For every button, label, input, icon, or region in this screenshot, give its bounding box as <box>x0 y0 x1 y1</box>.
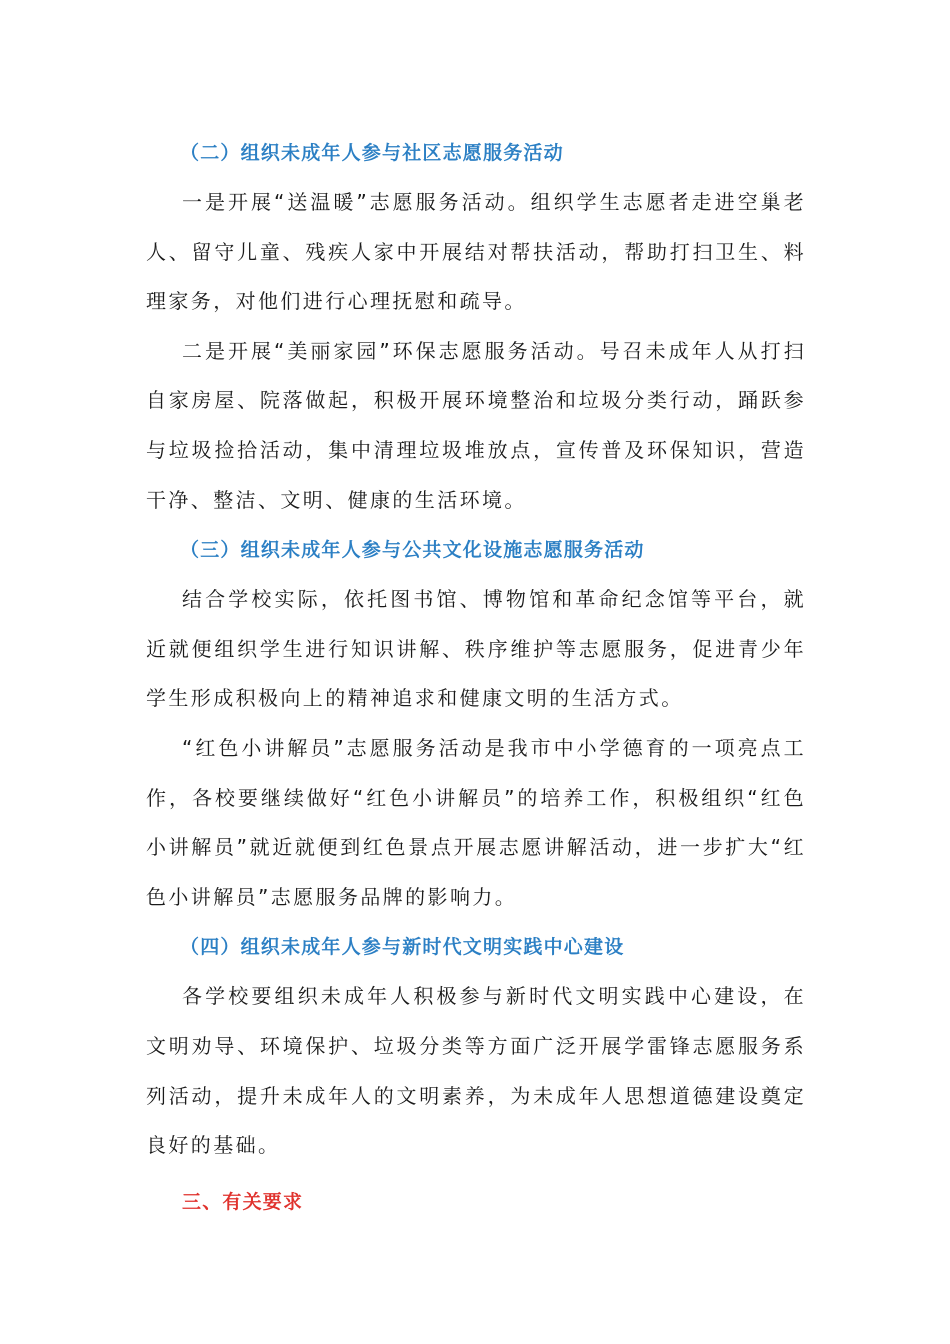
paragraph: 一是开展“送温暖”志愿服务活动。组织学生志愿者走进空巢老人、留守儿童、残疾人家中开展结对帮扶活动，帮助打扫卫生、料理家务，对他们进行心理抚慰和疏导。 <box>146 190 806 314</box>
section-heading-2: （二）组织未成年人参与社区志愿服务活动 <box>180 142 564 164</box>
paragraph: “红色小讲解员”志愿服务活动是我市中小学德育的一项亮点工作，各校要继续做好“红色小讲解员”的培养工作，积极组织“红色小讲解员”就近就便到红色景点开展志愿讲解活动，进一步扩大“红色小讲解员”志愿服务品牌的影响力。 <box>146 735 806 909</box>
section-heading-4: （四）组织未成年人参与新时代文明实践中心建设 <box>180 936 625 959</box>
section-heading-3: （三）组织未成年人参与公共文化设施志愿服务活动 <box>180 539 645 562</box>
paragraph: 结合学校实际，依托图书馆、博物馆和革命纪念馆等平台，就近就便组织学生进行知识讲解、秩序维护等志愿服务，促进青少年学生形成积极向上的精神追求和健康文明的生活方式。 <box>146 587 806 711</box>
paragraph: 各学校要组织未成年人积极参与新时代文明实践中心建设，在文明劝导、环境保护、垃圾分类等方面广泛开展学雷锋志愿服务系列活动，提升未成年人的文明素养，为未成年人思想道德建设奠定良好的基础。 <box>146 984 806 1158</box>
part-heading-requirements: 三、有关要求 <box>182 1190 304 1213</box>
document-body <box>146 128 806 1227</box>
paragraph: 二是开展“美丽家园”环保志愿服务活动。号召未成年人从打扫自家房屋、院落做起，积极开展环境整治和垃圾分类行动，踊跃参与垃圾捡拾活动，集中清理垃圾堆放点，宣传普及环保知识，营造干净、整洁、文明、健康的生活环境。 <box>146 338 806 512</box>
